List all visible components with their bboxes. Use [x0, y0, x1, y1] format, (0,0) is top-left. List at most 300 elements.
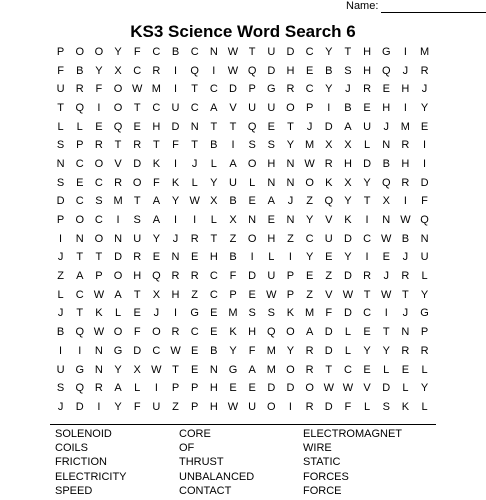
grid-letter: E	[267, 214, 275, 227]
grid-letter: O	[94, 157, 104, 170]
grid-letter: O	[113, 83, 123, 96]
grid-letter: D	[286, 382, 295, 395]
grid-letter: E	[248, 288, 256, 301]
grid-letter: X	[152, 288, 161, 301]
grid-letter: F	[133, 45, 141, 58]
grid-letter: A	[114, 288, 122, 301]
grid-letter: R	[171, 326, 180, 339]
grid-letter: E	[305, 270, 314, 283]
grid-letter: J	[383, 120, 389, 133]
grid-letter: O	[305, 382, 314, 395]
grid-letter: L	[421, 270, 428, 283]
grid-row	[51, 62, 434, 81]
grid-row	[51, 99, 434, 118]
grid-letter: K	[344, 214, 352, 227]
grid-letter: W	[323, 382, 334, 395]
grid-letter: O	[94, 232, 104, 245]
grid-letter: D	[324, 400, 333, 413]
grid-divider	[50, 424, 436, 425]
grid-letter: T	[76, 251, 84, 264]
grid-letter: W	[381, 232, 392, 245]
grid-letter: P	[305, 101, 314, 114]
grid-letter: O	[75, 214, 85, 227]
grid-letter: N	[286, 176, 295, 189]
grid-letter: O	[152, 326, 161, 339]
grid-letter: I	[173, 214, 178, 227]
grid-letter: U	[248, 400, 257, 413]
grid-letter: R	[94, 382, 103, 395]
grid-letter: T	[191, 83, 199, 96]
grid-letter: W	[227, 400, 239, 413]
grid-letter: L	[57, 120, 64, 133]
grid-letter: B	[401, 232, 410, 245]
grid-letter: J	[383, 270, 389, 283]
grid-letter: B	[382, 157, 390, 170]
grid-letter: D	[343, 232, 352, 245]
grid-letter: T	[382, 326, 390, 339]
grid-letter: X	[344, 176, 352, 189]
grid-letter: R	[190, 232, 199, 245]
grid-letter: Y	[210, 176, 218, 189]
grid-letter: R	[401, 344, 410, 357]
grid-letter: T	[210, 232, 218, 245]
grid-letter: X	[382, 195, 390, 208]
grid-row	[51, 361, 434, 380]
grid-letter: Q	[75, 326, 85, 339]
grid-letter: C	[305, 45, 314, 58]
grid-letter: C	[152, 45, 161, 58]
grid-letter: L	[134, 382, 141, 395]
grid-letter: R	[401, 139, 410, 152]
grid-letter: K	[171, 176, 180, 189]
grid-letter: C	[133, 64, 142, 77]
grid-letter: I	[327, 101, 331, 114]
grid-letter: A	[248, 363, 256, 376]
grid-letter: H	[267, 157, 276, 170]
grid-letter: U	[171, 101, 180, 114]
grid-letter: R	[401, 176, 410, 189]
grid-letter: T	[402, 288, 409, 301]
grid-letter: E	[382, 83, 390, 96]
word-list-item: ELECTROMAGNET	[303, 428, 403, 440]
grid-letter: F	[344, 400, 352, 413]
word-list-item: UNBALANCED	[179, 470, 255, 483]
grid-letter: A	[267, 195, 275, 208]
grid-letter: D	[324, 326, 333, 339]
grid-letter: H	[267, 232, 276, 245]
grid-letter: E	[191, 344, 199, 357]
word-list-item: COILS	[55, 442, 89, 455]
grid-letter: I	[423, 139, 427, 152]
grid-letter: H	[209, 251, 218, 264]
grid-letter: A	[229, 157, 237, 170]
grid-letter: K	[95, 307, 103, 320]
grid-row	[51, 305, 434, 324]
grid-letter: C	[94, 214, 103, 227]
grid-letter: N	[114, 232, 123, 245]
grid-letter: O	[94, 45, 104, 58]
grid-letter: N	[209, 363, 218, 376]
grid-letter: Z	[287, 232, 294, 245]
grid-letter: P	[229, 288, 237, 301]
grid-letter: B	[344, 101, 352, 114]
grid-letter: I	[423, 157, 427, 170]
grid-letter: D	[343, 270, 352, 283]
grid-letter: E	[229, 382, 237, 395]
grid-letter: D	[133, 344, 142, 357]
grid-letter: W	[381, 288, 392, 301]
grid-letter: A	[305, 326, 314, 339]
grid-letter: E	[363, 363, 371, 376]
grid-letter: B	[76, 64, 84, 77]
grid-letter: Y	[305, 251, 314, 264]
grid-letter: C	[190, 101, 199, 114]
grid-letter: A	[344, 120, 352, 133]
grid-letter: A	[76, 270, 84, 283]
grid-letter: S	[267, 307, 275, 320]
grid-letter: E	[95, 120, 103, 133]
grid-letter: U	[229, 176, 237, 189]
grid-letter: Y	[344, 251, 352, 264]
grid-letter: U	[267, 101, 276, 114]
grid-letter: R	[171, 270, 180, 283]
grid-letter: G	[75, 363, 85, 376]
grid-letter: Z	[172, 400, 179, 413]
grid-letter: I	[403, 101, 407, 114]
name-field	[346, 0, 486, 13]
grid-letter: E	[133, 120, 141, 133]
grid-row	[51, 174, 434, 193]
grid-letter: J	[57, 251, 64, 264]
grid-letter: D	[229, 83, 237, 96]
grid-letter: V	[325, 288, 333, 301]
grid-letter: C	[152, 101, 161, 114]
grid-letter: D	[171, 120, 180, 133]
grid-letter: H	[152, 120, 161, 133]
grid-letter: Z	[229, 232, 237, 245]
grid-letter: H	[382, 101, 391, 114]
grid-letter: T	[363, 195, 371, 208]
grid-letter: T	[133, 288, 141, 301]
grid-letter: P	[76, 139, 84, 152]
grid-letter: B	[56, 326, 65, 339]
grid-letter: W	[342, 288, 354, 301]
grid-letter: H	[209, 382, 218, 395]
grid-letter: I	[78, 344, 82, 357]
grid-letter: R	[190, 270, 199, 283]
grid-letter: N	[248, 214, 257, 227]
grid-letter: R	[324, 157, 333, 170]
grid-row	[51, 286, 434, 305]
grid-letter: J	[57, 307, 64, 320]
grid-letter: D	[324, 344, 333, 357]
grid-letter: H	[286, 64, 295, 77]
grid-letter: L	[364, 400, 371, 413]
grid-letter: U	[56, 363, 65, 376]
grid-letter: T	[325, 363, 333, 376]
grid-letter: R	[420, 344, 429, 357]
grid-letter: Y	[420, 101, 429, 114]
grid-letter: S	[56, 382, 65, 395]
grid-letter: F	[229, 270, 237, 283]
grid-letter: I	[59, 232, 63, 245]
grid-letter: W	[93, 288, 105, 301]
grid-letter: F	[421, 195, 428, 208]
grid-letter: E	[305, 64, 314, 77]
grid-letter: P	[286, 270, 295, 283]
grid-letter: I	[212, 64, 216, 77]
grid-letter: N	[94, 363, 103, 376]
grid-letter: J	[402, 251, 409, 264]
grid-letter: T	[133, 101, 141, 114]
grid-letter: U	[324, 232, 333, 245]
grid-letter: N	[171, 251, 180, 264]
grid-letter: P	[95, 270, 103, 283]
grid-letter: W	[266, 288, 277, 301]
grid-letter: F	[57, 64, 64, 77]
word-list-item: CONTACT	[179, 484, 232, 497]
grid-letter: D	[75, 400, 84, 413]
grid-letter: R	[305, 363, 314, 376]
grid-letter: J	[153, 307, 160, 320]
grid-letter: R	[133, 139, 142, 152]
grid-letter: K	[401, 400, 410, 413]
grid-letter: C	[190, 45, 199, 58]
grid-letter: O	[305, 176, 314, 189]
grid-letter: N	[190, 120, 199, 133]
grid-letter: C	[209, 83, 218, 96]
grid-letter: B	[210, 344, 218, 357]
grid-letter: X	[210, 195, 218, 208]
grid-letter: T	[363, 288, 371, 301]
grid-letter: E	[325, 251, 333, 264]
grid-letter: J	[306, 120, 313, 133]
grid-letter: B	[229, 251, 237, 264]
grid-letter: W	[304, 157, 315, 170]
grid-letter: H	[248, 326, 257, 339]
grid-letter: J	[402, 307, 409, 320]
grid-letter: I	[365, 251, 369, 264]
grid-letter: E	[363, 101, 371, 114]
grid-letter: T	[57, 101, 64, 114]
grid-row	[51, 342, 434, 361]
grid-letter: G	[113, 344, 123, 357]
grid-letter: W	[400, 214, 411, 227]
grid-letter: M	[266, 363, 276, 376]
grid-letter: E	[191, 363, 199, 376]
grid-letter: V	[363, 382, 371, 395]
grid-letter: C	[75, 288, 84, 301]
grid-letter: Q	[75, 382, 85, 395]
grid-letter: E	[191, 251, 199, 264]
grid-letter: U	[363, 120, 372, 133]
grid-letter: Y	[152, 232, 161, 245]
grid-letter: T	[133, 195, 141, 208]
grid-letter: T	[95, 251, 103, 264]
grid-letter: Y	[95, 64, 103, 77]
grid-letter: K	[152, 157, 161, 170]
grid-letter: I	[173, 64, 178, 77]
grid-letter: B	[171, 45, 180, 58]
grid-row	[51, 249, 434, 268]
grid-letter: O	[267, 400, 276, 413]
grid-letter: N	[286, 157, 295, 170]
grid-letter: I	[154, 382, 158, 395]
grid-letter: R	[75, 83, 84, 96]
grid-letter: C	[75, 195, 84, 208]
grid-letter: J	[402, 64, 409, 77]
grid-letter: E	[210, 307, 218, 320]
grid-letter: M	[419, 45, 430, 58]
grid-letter: I	[231, 139, 235, 152]
grid-letter: D	[248, 270, 257, 283]
grid-row	[51, 323, 434, 342]
grid-letter: L	[210, 214, 217, 227]
grid-letter: S	[382, 400, 390, 413]
grid-letter: F	[95, 83, 103, 96]
grid-letter: C	[343, 363, 352, 376]
page-title: KS3 Science Word Search 6	[130, 22, 356, 41]
grid-letter: M	[305, 139, 315, 152]
grid-letter: D	[267, 382, 276, 395]
grid-letter: E	[267, 120, 275, 133]
grid-letter: T	[210, 120, 218, 133]
grid-letter: I	[403, 195, 407, 208]
grid-letter: L	[268, 251, 275, 264]
grid-letter: I	[59, 344, 63, 357]
grid-letter: S	[95, 195, 103, 208]
grid-letter: C	[190, 326, 199, 339]
grid-letter: R	[133, 251, 142, 264]
grid-letter: Z	[306, 288, 313, 301]
grid-letter: J	[287, 195, 294, 208]
word-list-item: SPEED	[55, 484, 93, 497]
grid-letter: N	[267, 176, 276, 189]
grid-letter: O	[132, 176, 142, 189]
grid-letter: U	[248, 101, 257, 114]
grid-letter: I	[116, 214, 120, 227]
grid-letter: Q	[267, 326, 276, 339]
grid-letter: Y	[286, 139, 295, 152]
grid-letter: Q	[381, 64, 391, 77]
grid-row	[51, 379, 434, 398]
grid-letter: J	[421, 83, 428, 96]
grid-letter: T	[152, 139, 160, 152]
grid-letter: S	[248, 307, 256, 320]
grid-letter: Q	[190, 64, 199, 77]
grid-letter: E	[420, 120, 429, 133]
grid-letter: O	[286, 326, 295, 339]
grid-letter: H	[343, 157, 352, 170]
grid-letter: G	[381, 45, 391, 58]
grid-letter: Q	[113, 120, 123, 133]
grid-letter: D	[382, 382, 391, 395]
grid-letter: V	[325, 214, 333, 227]
grid-letter: R	[363, 83, 372, 96]
word-search-grid	[51, 43, 434, 417]
grid-letter: Q	[152, 270, 161, 283]
grid-letter: Y	[420, 288, 429, 301]
grid-letter: Y	[344, 195, 352, 208]
grid-letter: N	[209, 45, 218, 58]
grid-letter: X	[229, 214, 237, 227]
name-label: Name:	[346, 0, 379, 12]
grid-letter: Q	[247, 64, 257, 77]
grid-letter: A	[114, 382, 122, 395]
grid-letter: I	[403, 45, 407, 58]
grid-row	[51, 155, 434, 174]
grid-letter: Y	[420, 382, 429, 395]
grid-letter: K	[325, 176, 333, 189]
grid-letter: U	[267, 270, 276, 283]
grid-letter: X	[325, 139, 333, 152]
grid-letter: I	[193, 214, 197, 227]
word-list-item: WIRE	[303, 442, 332, 455]
word-list-item: CORE	[179, 428, 211, 440]
grid-letter: L	[383, 363, 390, 376]
grid-letter: C	[363, 307, 372, 320]
grid-letter: Y	[363, 344, 371, 357]
grid-letter: D	[420, 176, 429, 189]
grid-letter: Y	[325, 45, 333, 58]
grid-letter: W	[227, 64, 239, 77]
grid-letter: P	[56, 45, 65, 58]
grid-letter: F	[133, 400, 141, 413]
grid-letter: O	[247, 157, 257, 170]
grid-row	[51, 193, 434, 212]
grid-letter: C	[152, 344, 161, 357]
grid-letter: F	[152, 176, 160, 189]
grid-letter: D	[343, 307, 352, 320]
grid-letter: V	[229, 101, 237, 114]
grid-letter: A	[152, 214, 161, 227]
grid-letter: T	[76, 307, 84, 320]
word-list	[55, 427, 445, 498]
grid-letter: F	[325, 307, 333, 320]
grid-letter: Y	[382, 344, 390, 357]
word-list-item: FORCE	[303, 484, 342, 497]
word-list-item: FORCES	[303, 470, 349, 483]
grid-letter: L	[402, 382, 409, 395]
grid-letter: X	[344, 139, 352, 152]
grid-letter: N	[382, 214, 391, 227]
grid-letter: L	[421, 400, 428, 413]
grid-letter: Y	[286, 344, 295, 357]
grid-letter: Z	[306, 195, 313, 208]
grid-letter: R	[420, 64, 429, 77]
grid-letter: G	[420, 307, 429, 320]
grid-letter: J	[191, 157, 198, 170]
word-list-item: STATIC	[303, 456, 341, 469]
grid-letter: O	[113, 101, 123, 114]
grid-letter: S	[133, 214, 141, 227]
grid-letter: T	[229, 120, 237, 133]
grid-letter: U	[420, 251, 429, 264]
grid-letter: L	[76, 120, 83, 133]
grid-letter: J	[172, 232, 179, 245]
grid-letter: D	[267, 64, 276, 77]
grid-letter: L	[249, 176, 256, 189]
grid-letter: S	[56, 176, 65, 189]
grid-letter: P	[286, 288, 295, 301]
grid-letter: R	[286, 83, 295, 96]
grid-letter: U	[267, 45, 276, 58]
grid-letter: N	[56, 157, 65, 170]
grid-row	[51, 136, 434, 155]
grid-letter: T	[191, 139, 199, 152]
grid-letter: E	[248, 382, 256, 395]
grid-letter: H	[171, 288, 180, 301]
